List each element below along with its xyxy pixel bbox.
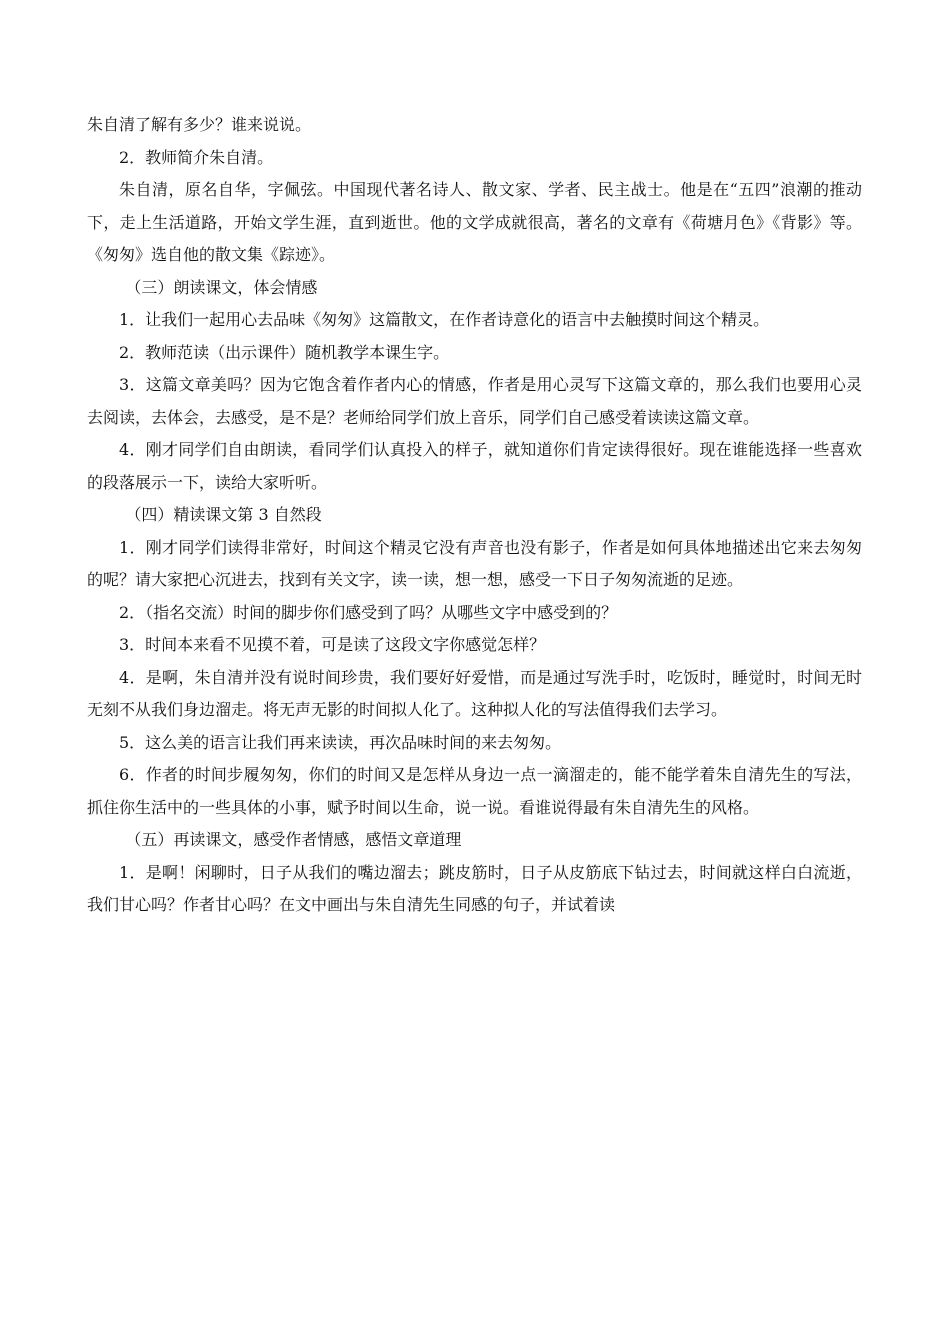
paragraph: 4．刚才同学们自由朗读，看同学们认真投入的样子，就知道你们肯定读得很好。现在谁能选择一些喜欢的段落展示一下，读给大家听听。	[87, 440, 862, 492]
section-heading: （五）再读课文，感受作者情感，感悟文章道理	[125, 830, 462, 849]
paragraph: 4．是啊，朱自清并没有说时间珍贵，我们要好好爱惜，而是通过写洗手时，吃饭时，睡觉时，时间无时无刻不从我们身边溜走。将无声无影的时间拟人化了。这种拟人化的写法值得我们去学习。	[87, 667, 862, 719]
paragraph: 1．让我们一起用心去品味《匆匆》这篇散文，在作者诗意化的语言中去触摸时间这个精灵。	[119, 310, 770, 329]
paragraph: 2．（指名交流）时间的脚步你们感受到了吗？从哪些文字中感受到的？	[119, 602, 618, 622]
document-body	[87, 109, 862, 922]
paragraph: 1．刚才同学们读得非常好，时间这个精灵它没有声音也没有影子，作者是如何具体地描述出它来去匆匆的呢？请大家把心沉进去，找到有关文字，读一读，想一想，感受一下日子匆匆流逝的足迹。	[87, 537, 862, 589]
paragraph: 2．教师范读（出示课件）随机教学本课生字。	[119, 342, 450, 362]
paragraph: 1．是啊！闲聊时，日子从我们的嘴边溜去；跳皮筋时，日子从皮筋底下钻过去，时间就这样白白流逝，我们甘心吗？作者甘心吗？在文中画出与朱自清先生同感的句子，并试着读	[87, 862, 862, 914]
paragraph: 5．这么美的语言让我们再来读读，再次品味时间的来去匆匆。	[119, 732, 562, 752]
section-heading: （四）精读课文第 3 自然段	[125, 505, 322, 524]
paragraph: 2．教师简介朱自清。	[119, 147, 274, 167]
paragraph: 朱自清了解有多少？谁来说说。	[87, 115, 312, 134]
section-heading: （三）朗读课文，体会情感	[125, 277, 318, 297]
paragraph: 3．时间本来看不见摸不着，可是读了这段文字你感觉怎样？	[119, 635, 546, 654]
paragraph: 6．作者的时间步履匆匆，你们的时间又是怎样从身边一点一滴溜走的，能不能学着朱自清先生的写法，抓住你生活中的一些具体的小事，赋予时间以生命，说一说。看谁说得最有朱自清先生的风格。	[87, 765, 862, 817]
paragraph: 3．这篇文章美吗？因为它饱含着作者内心的情感，作者是用心灵写下这篇文章的，那么我们也要用心灵去阅读，去体会，去感受，是不是？老师给同学们放上音乐，同学们自己感受着读读这篇文章。	[87, 375, 862, 427]
paragraph: 朱自清，原名自华，字佩弦。中国现代著名诗人、散文家、学者、民主战士。他是在“五四”浪潮的推动下，走上生活道路，开始文学生涯，直到逝世。他的文学成就很高，著名的文章有《荷塘月色》《背影》等。《匆匆》选自他的散文集《踪迹》。	[87, 180, 862, 264]
